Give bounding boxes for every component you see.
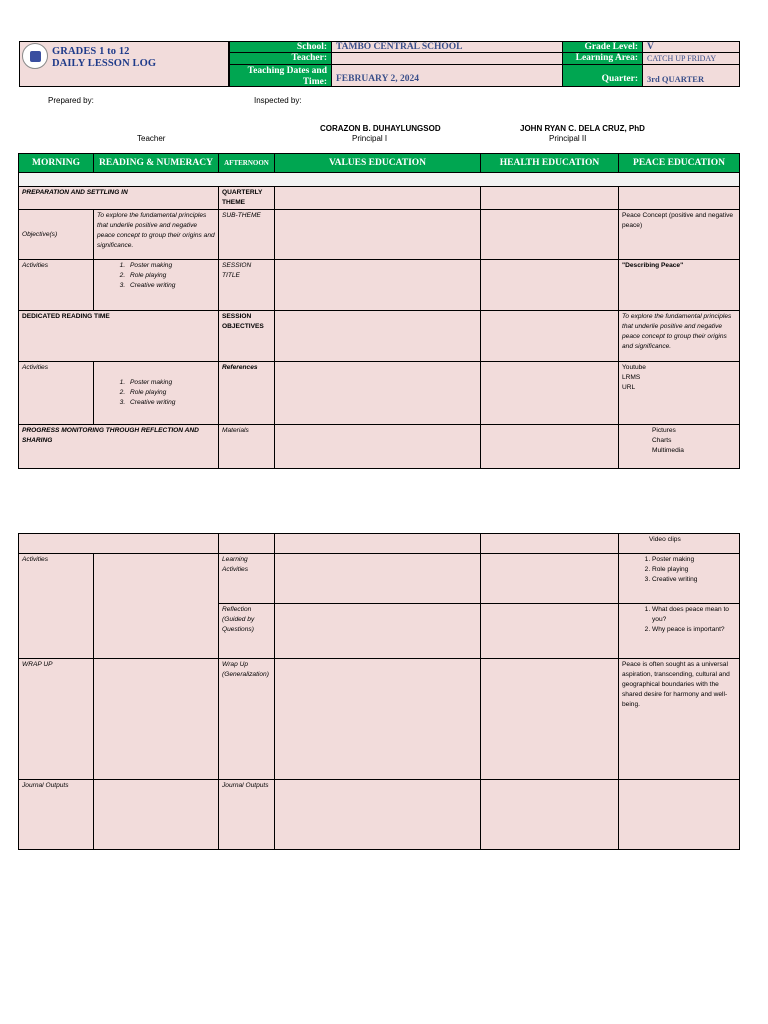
school-label: School:	[229, 41, 332, 53]
activities-list-cell-2	[94, 362, 219, 425]
dates-label-line1: Teaching Dates and	[247, 66, 327, 76]
grade-value: V	[642, 41, 740, 53]
grade-label: Grade Level:	[562, 41, 643, 53]
describing-peace-cell: "Describing Peace"	[619, 260, 740, 311]
list-item: 1. What does peace mean to you?	[652, 605, 736, 625]
reference-item: LRMS	[622, 374, 641, 381]
header-reading: READING & NUMERACY	[94, 154, 219, 173]
teacher-role: Teacher	[137, 134, 166, 143]
list-item: 2. Role playing	[652, 565, 736, 575]
session-title-label: SESSION TITLE	[219, 260, 275, 311]
empty-cell	[275, 210, 481, 260]
empty-cell	[275, 604, 481, 659]
empty-cell	[481, 659, 619, 780]
empty-cell	[275, 260, 481, 311]
wrap-up-gen-label: Wrap Up (Generalization)	[219, 659, 275, 780]
list-item: Pictures	[652, 427, 676, 434]
lesson-table	[18, 153, 740, 469]
sub-theme-label: SUB-THEME	[219, 210, 275, 260]
empty-cell	[275, 780, 481, 850]
empty-cell	[481, 554, 619, 604]
list-item: 1. Poster making	[127, 378, 215, 388]
principal2-name: JOHN RYAN C. DELA CRUZ, PhD	[520, 124, 645, 133]
wrap-up-text: Peace is often sought as a universal aspiration, transcending, cultural and geographical boundaries with the shared desire for harmony and well-being.	[619, 659, 740, 780]
references-cell	[619, 362, 740, 425]
header-values: VALUES EDUCATION	[275, 154, 481, 173]
empty-cell	[481, 534, 619, 554]
empty-cell	[481, 311, 619, 362]
learning-activities-list	[619, 554, 740, 604]
learning-activities-label: Learning Activities	[219, 554, 275, 604]
references-label: References	[219, 362, 275, 425]
list-item: 3. Creative writing	[127, 281, 215, 291]
header-health: HEALTH EDUCATION	[481, 154, 619, 173]
empty-cell	[275, 425, 481, 469]
list-item: 3. Creative writing	[127, 398, 215, 408]
empty-cell	[219, 534, 275, 554]
list-item: 2. Why peace is important?	[652, 625, 736, 635]
activities-list-cell	[94, 260, 219, 311]
empty-cell	[481, 425, 619, 469]
list-item: Multimedia	[652, 447, 684, 454]
session-objectives-label: SESSION OBJECTIVES	[219, 311, 275, 362]
empty-cell	[275, 659, 481, 780]
lesson-table-continued	[18, 533, 740, 850]
empty-cell	[481, 604, 619, 659]
principal1-name: CORAZON B. DUHAYLUNGSOD	[320, 124, 441, 133]
empty-cell	[275, 554, 481, 604]
header-morning: MORNING	[19, 154, 94, 173]
spacer-row	[19, 173, 740, 187]
empty-cell	[94, 659, 219, 780]
title-dll: DAILY LESSON LOG	[52, 58, 157, 69]
activities-label: Activities	[19, 260, 94, 311]
quarterly-theme-cell: QUARTERLY THEME	[219, 187, 275, 210]
empty-cell	[481, 210, 619, 260]
list-item: Charts	[652, 437, 672, 444]
dates-label	[229, 64, 332, 87]
quarter-label: Quarter:	[562, 64, 643, 87]
header-peace: PEACE EDUCATION	[619, 154, 740, 173]
empty-cell	[481, 187, 619, 210]
empty-cell	[619, 780, 740, 850]
principal2-role: Principal II	[549, 134, 587, 143]
empty-cell	[481, 362, 619, 425]
reflection-questions	[619, 604, 740, 659]
empty-cell	[19, 534, 219, 554]
empty-cell	[275, 534, 481, 554]
learning-area-label: Learning Area:	[562, 52, 643, 65]
header-afternoon: AFTERNOON	[219, 154, 275, 173]
session-objectives-text: To explore the fundamental principles that underlie positive and negative peace concept to group their origins and significance.	[619, 311, 740, 362]
reference-item: Youtube	[622, 364, 646, 371]
empty-cell	[275, 362, 481, 425]
list-item: 1. Poster making	[127, 261, 215, 271]
empty-cell	[275, 187, 481, 210]
materials-label: Materials	[219, 425, 275, 469]
learning-area-value: CATCH UP FRIDAY	[642, 52, 740, 65]
empty-cell	[275, 311, 481, 362]
list-item: 1. Poster making	[652, 555, 736, 565]
reference-item: URL	[622, 384, 636, 391]
teacher-label: Teacher:	[229, 52, 332, 65]
title-grades: GRADES 1 to 12	[52, 46, 130, 57]
peace-concept-cell: Peace Concept (positive and negative peace)	[619, 210, 740, 260]
inspected-by-label: Inspected by:	[254, 96, 302, 105]
progress-monitoring-cell: PROGRESS MONITORING THROUGH REFLECTION AND SHARING	[19, 425, 219, 469]
video-clips-cell	[619, 534, 740, 554]
prep-cell: PREPARATION AND SETTLING IN	[19, 187, 219, 210]
dates-value: FEBRUARY 2, 2024	[331, 64, 563, 87]
quarter-value: 3rd QUARTER	[642, 64, 740, 87]
materials-cell	[619, 425, 740, 469]
empty-cell	[94, 554, 219, 659]
activities-label-p2: Activities	[19, 554, 94, 659]
objectives-label: Objective(s)	[19, 210, 94, 260]
empty-cell	[619, 187, 740, 210]
prepared-by-label: Prepared by:	[48, 96, 94, 105]
deped-seal-icon	[22, 43, 48, 69]
wrap-up-label: WRAP UP	[19, 659, 94, 780]
school-value: TAMBO CENTRAL SCHOOL	[331, 41, 563, 53]
objectives-text: To explore the fundamental principles that underlie positive and negative peace concept to group their origins and significance.	[94, 210, 219, 260]
activities-label-2: Activities	[19, 362, 94, 425]
journal-label: Journal Outputs	[19, 780, 94, 850]
empty-cell	[481, 260, 619, 311]
list-item: 3. Creative writing	[652, 575, 736, 585]
dates-label-line2: Time:	[302, 76, 327, 87]
principal1-role: Principal I	[352, 134, 388, 143]
dedicated-reading-cell: DEDICATED READING TIME	[19, 311, 219, 362]
journal-label-2: Journal Outputs	[219, 780, 275, 850]
empty-cell	[94, 780, 219, 850]
list-item: Video clips	[649, 536, 681, 543]
list-item: 2. Role playing	[127, 388, 215, 398]
list-item: 2. Role playing	[127, 271, 215, 281]
empty-cell	[481, 780, 619, 850]
reflection-label: Reflection (Guided by Questions)	[219, 604, 275, 659]
